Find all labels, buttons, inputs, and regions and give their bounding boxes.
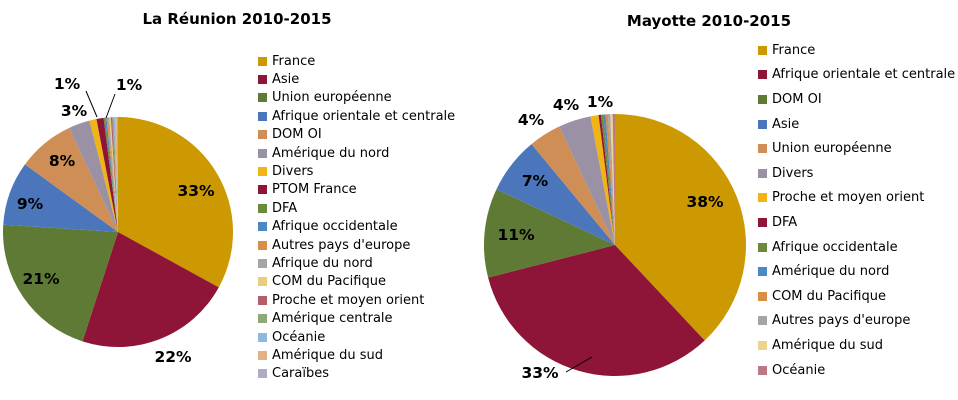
legend-swatch-autres-pays-d-europe — [258, 241, 267, 250]
legend-swatch-com-du-pacifique — [258, 277, 267, 286]
legend-label-divers: Divers — [272, 164, 314, 180]
legend-label-autres-pays-d-europe: Autres pays d'europe — [772, 313, 911, 329]
legend-swatch-afrique-du-nord — [258, 259, 267, 268]
legend-item-dfa — [258, 199, 455, 217]
legend-label-afrique-orientale-et-centrale: Afrique orientale et centrale — [272, 108, 456, 124]
legend-item-com-du-pacifique — [758, 284, 955, 309]
legend-label-dfa: DFA — [772, 214, 798, 230]
pct-label-amerique-du-nord: 3% — [60, 102, 88, 120]
legend-label-caraibes: Caraïbes — [272, 366, 329, 382]
legend-swatch-dfa — [758, 218, 767, 227]
legend-swatch-france — [258, 57, 267, 66]
legend-item-france — [258, 52, 455, 70]
legend-label-divers: Divers — [772, 165, 814, 181]
legend-label-ptom-france: PTOM France — [272, 182, 357, 198]
legend-swatch-oceanie — [758, 366, 767, 375]
legend-item-amerique-du-nord — [258, 144, 455, 162]
pct-label-divers: 1% — [53, 75, 81, 93]
pct-label-afrique-orientale-et-centrale: 33% — [521, 364, 559, 382]
legend-item-dom-oi — [258, 126, 455, 144]
legend-label-amerique-du-nord: Amérique du nord — [772, 264, 890, 280]
legend-item-divers — [758, 161, 955, 186]
legend-item-proche-et-moyen-orient — [258, 291, 455, 309]
legend-label-union-europeenne: Union européenne — [772, 141, 892, 157]
legend-label-autres-pays-d-europe: Autres pays d'europe — [272, 237, 411, 253]
leader-line-divers — [86, 91, 97, 117]
legend-swatch-dom-oi — [258, 130, 267, 139]
legend-mayotte — [758, 38, 955, 382]
chart-title-la-reunion: La Réunion 2010-2015 — [142, 10, 332, 28]
legend-swatch-divers — [258, 167, 267, 176]
legend-label-afrique-occidentale: Afrique occidentale — [272, 219, 398, 235]
legend-label-com-du-pacifique: COM du Pacifique — [772, 288, 886, 304]
legend-swatch-com-du-pacifique — [758, 292, 767, 301]
legend-item-oceanie — [758, 358, 955, 383]
legend-swatch-amerique-du-nord — [258, 149, 267, 158]
legend-item-france — [758, 38, 955, 63]
legend-la-reunion — [258, 52, 455, 383]
legend-swatch-france — [758, 46, 767, 55]
pct-label-asie: 7% — [521, 172, 549, 190]
legend-label-union-europeenne: Union européenne — [272, 90, 392, 106]
legend-label-dom-oi: DOM OI — [772, 91, 822, 107]
legend-label-amerique-du-sud: Amérique du sud — [272, 347, 384, 363]
legend-item-divers — [258, 162, 455, 180]
legend-item-amerique-du-sud — [258, 346, 455, 364]
legend-item-afrique-du-nord — [258, 254, 455, 272]
legend-swatch-dom-oi — [758, 95, 767, 104]
legend-swatch-amerique-du-nord — [758, 267, 767, 276]
pct-label-afrique-orientale-et-centrale: 9% — [16, 195, 44, 213]
pct-label-dom-oi: 8% — [48, 152, 76, 170]
legend-swatch-afrique-orientale-et-centrale — [258, 112, 267, 121]
pct-label-france: 38% — [686, 193, 724, 211]
legend-label-oceanie: Océanie — [772, 362, 826, 378]
pct-label-ptom-france: 1% — [115, 76, 143, 94]
legend-swatch-union-europeenne — [758, 144, 767, 153]
pct-label-union-europeenne: 21% — [22, 270, 60, 288]
legend-swatch-divers — [758, 169, 767, 178]
legend-label-amerique-centrale: Amérique centrale — [272, 311, 393, 327]
legend-swatch-proche-et-moyen-orient — [258, 296, 267, 305]
legend-item-afrique-occidentale — [258, 218, 455, 236]
pct-label-france: 33% — [177, 182, 215, 200]
legend-swatch-proche-et-moyen-orient — [758, 193, 767, 202]
legend-swatch-asie — [258, 75, 267, 84]
legend-item-amerique-du-nord — [758, 259, 955, 284]
legend-label-asie: Asie — [272, 72, 300, 88]
legend-swatch-afrique-orientale-et-centrale — [758, 70, 767, 79]
legend-swatch-caraibes — [258, 369, 267, 378]
legend-label-amerique-du-nord: Amérique du nord — [272, 145, 390, 161]
legend-label-dom-oi: DOM OI — [272, 127, 322, 143]
legend-item-afrique-orientale-et-centrale — [258, 107, 455, 125]
chart-title-mayotte: Mayotte 2010-2015 — [626, 12, 792, 30]
pct-label-dom-oi: 11% — [497, 226, 535, 244]
legend-label-france: France — [772, 42, 816, 58]
legend-swatch-union-europeenne — [258, 93, 267, 102]
legend-item-caraibes — [258, 365, 455, 383]
legend-label-afrique-occidentale: Afrique occidentale — [772, 239, 898, 255]
legend-item-com-du-pacifique — [258, 273, 455, 291]
legend-item-amerique-centrale — [258, 309, 455, 327]
legend-swatch-afrique-occidentale — [758, 243, 767, 252]
legend-label-afrique-orientale-et-centrale: Afrique orientale et centrale — [772, 67, 956, 83]
legend-item-union-europeenne — [258, 89, 455, 107]
legend-swatch-ptom-france — [258, 185, 267, 194]
pct-label-proche-et-moyen-orient: 1% — [586, 93, 614, 111]
legend-swatch-oceanie — [258, 333, 267, 342]
legend-item-afrique-occidentale — [758, 235, 955, 260]
legend-item-autres-pays-d-europe — [258, 236, 455, 254]
pct-label-divers: 4% — [552, 96, 580, 114]
legend-label-amerique-du-sud: Amérique du sud — [772, 337, 884, 353]
legend-item-amerique-du-sud — [758, 333, 955, 358]
legend-item-autres-pays-d-europe — [758, 309, 955, 334]
legend-label-oceanie: Océanie — [272, 329, 326, 345]
legend-swatch-amerique-centrale — [258, 314, 267, 323]
legend-item-dom-oi — [758, 87, 955, 112]
legend-swatch-amerique-du-sud — [758, 341, 767, 350]
legend-item-union-europeenne — [758, 136, 955, 161]
pct-label-union-europeenne: 4% — [517, 111, 545, 129]
legend-label-proche-et-moyen-orient: Proche et moyen orient — [272, 292, 425, 308]
legend-swatch-autres-pays-d-europe — [758, 316, 767, 325]
legend-item-asie — [758, 112, 955, 137]
legend-item-afrique-orientale-et-centrale — [758, 63, 955, 88]
leader-line-ptom-france — [106, 94, 115, 118]
legend-label-proche-et-moyen-orient: Proche et moyen orient — [772, 190, 925, 206]
legend-item-proche-et-moyen-orient — [758, 186, 955, 211]
legend-swatch-amerique-du-sud — [258, 351, 267, 360]
legend-swatch-asie — [758, 120, 767, 129]
legend-item-oceanie — [258, 328, 455, 346]
legend-label-france: France — [272, 53, 316, 69]
legend-item-ptom-france — [258, 181, 455, 199]
pct-label-asie: 22% — [154, 348, 192, 366]
legend-item-dfa — [758, 210, 955, 235]
legend-label-asie: Asie — [772, 116, 800, 132]
legend-swatch-afrique-occidentale — [258, 222, 267, 231]
legend-label-afrique-du-nord: Afrique du nord — [272, 255, 373, 271]
legend-item-asie — [258, 70, 455, 88]
legend-swatch-dfa — [258, 204, 267, 213]
legend-label-dfa: DFA — [272, 200, 298, 216]
legend-label-com-du-pacifique: COM du Pacifique — [272, 274, 386, 290]
